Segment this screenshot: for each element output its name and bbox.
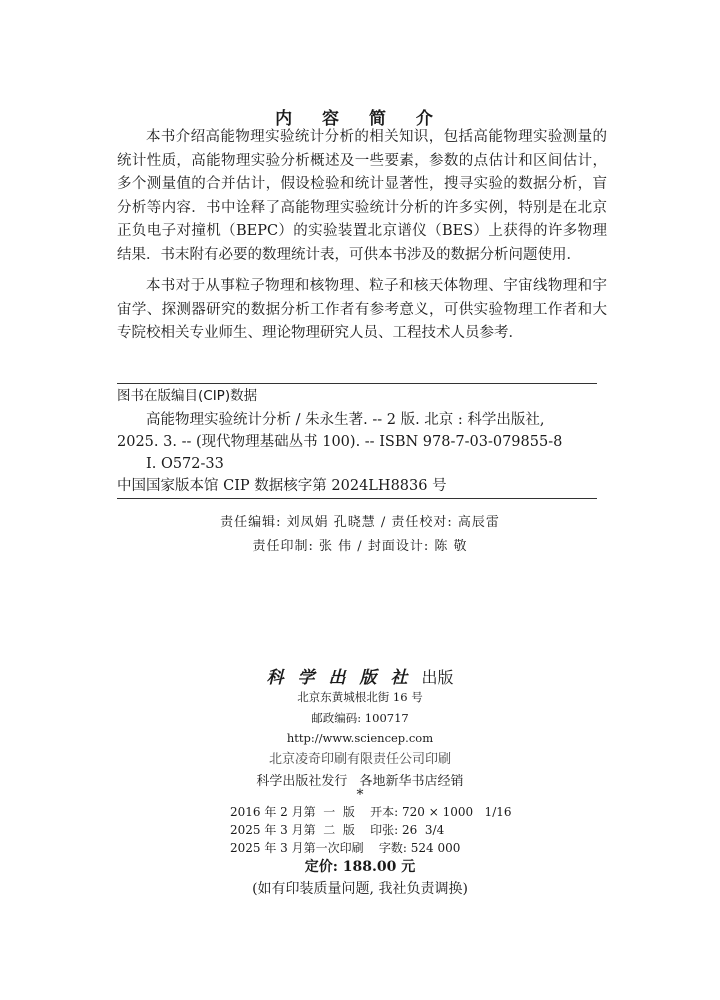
summary-title: 内 容 简 介 <box>275 109 445 129</box>
summary-paragraph-1: 本书介绍高能物理实验统计分析的相关知识，包括高能物理实验测量的统计性质，高能物理实验分析概述及一些要素，参数的点估计和区间估计，多个测量值的合并估计，假设检验和统计显著性，搜寻实验的数据分析，盲分析等内容．书中诠释了高能物理实验统计分析的许多实例，特别是在北京正负电子对撞机（BEPC）的实验装置北京谱仪（BES）上获得的许多物理结果．书末附有必要的数理统计表，可供本书涉及的数据分析问题使用． <box>117 129 607 263</box>
cip-bottom-rule <box>117 498 597 499</box>
publisher-suffix: 出版 <box>421 668 454 687</box>
edition-line-1: 2016 年 2 月第 一 版 开本: 720 × 1000 1/16 <box>230 805 512 819</box>
cip-line-1: 高能物理实验统计分析 / 朱永生著. -- 2 版. 北京 : 科学出版社, <box>146 412 545 428</box>
cip-top-rule <box>117 383 597 384</box>
distribution-line: 科学出版社发行 各地新华书店经销 <box>256 774 464 789</box>
credits-production: 责任印制: 张 伟 / 封面设计: 陈 敬 <box>252 539 468 554</box>
cip-line-4: 中国国家版本馆 CIP 数据核字第 2024LH8836 号 <box>117 478 447 494</box>
quality-note: (如有印装质量问题, 我社负责调换) <box>252 881 468 897</box>
price: 定价: 188.00 元 <box>304 859 416 875</box>
printer-line: 北京凌奇印刷有限责任公司印刷 <box>268 752 451 767</box>
separator-star: * <box>356 787 364 803</box>
publisher-address: 北京东黄城根北街 16 号 <box>297 690 423 704</box>
publisher-website: http://www.sciencep.com <box>286 731 434 745</box>
cip-heading: 图书在版编目(CIP)数据 <box>117 388 258 404</box>
publisher-postcode: 邮政编码: 100717 <box>311 711 409 725</box>
cip-line-2: 2025. 3. -- (现代物理基础丛书 100). -- ISBN 978-7-03-079855-8 <box>117 434 563 450</box>
edition-line-3: 2025 年 3 月第一次印刷 字数: 524 000 <box>230 841 461 855</box>
edition-line-2: 2025 年 3 月第 二 版 印张: 26 3/4 <box>230 823 445 837</box>
publisher-logo-text: 科学出版社 <box>266 668 422 688</box>
publisher-line <box>0 663 720 688</box>
summary-paragraph-2: 本书对于从事粒子物理和核物理、粒子和核天体物理、宇宙线物理和宇宙学、探测器研究的数据分析工作者有参考意义，可供实验物理工作者和大专院校相关专业师生、理论物理研究人员、工程技术人员参考． <box>117 278 607 342</box>
cip-line-3: I. O572-33 <box>146 456 224 472</box>
credits-editors: 责任编辑: 刘凤娟 孔晓慧 / 责任校对: 高辰雷 <box>220 515 500 530</box>
